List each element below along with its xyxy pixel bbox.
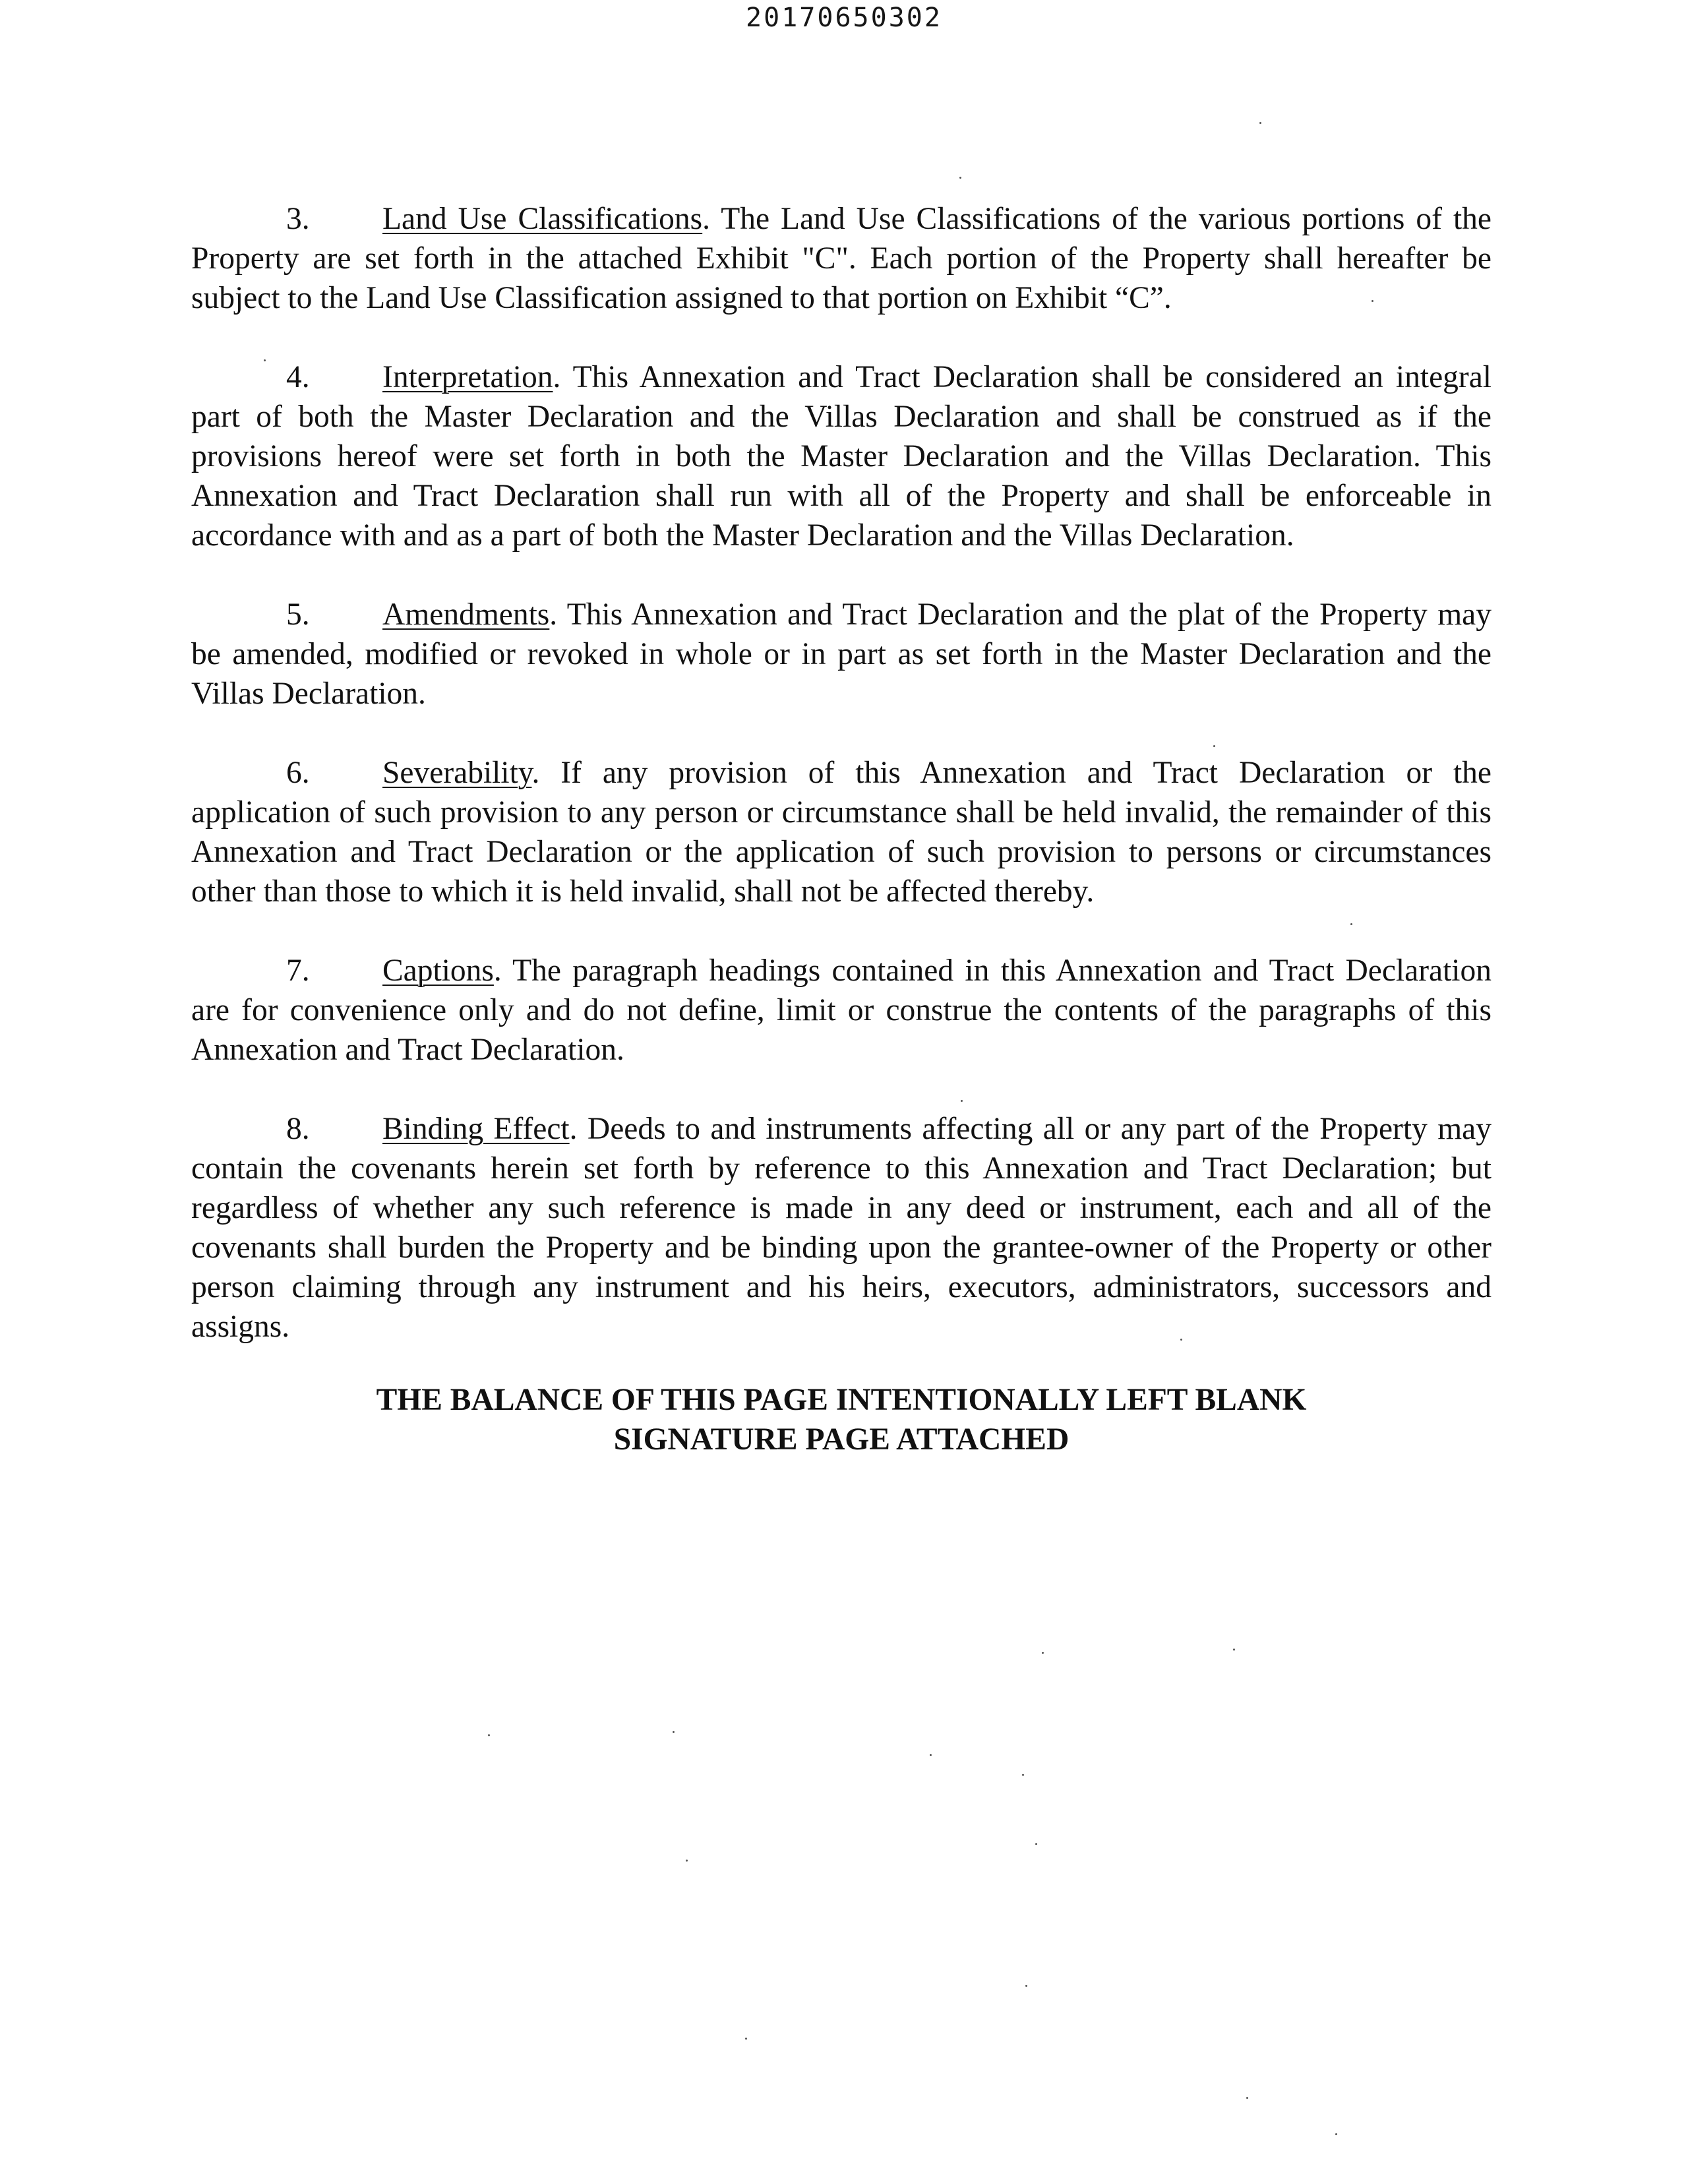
- scan-speck: [1233, 1649, 1235, 1651]
- paragraph-number: 5.: [286, 597, 310, 632]
- paragraph-severability: [191, 753, 1492, 911]
- scan-speck: [961, 1100, 963, 1102]
- scan-speck: [1180, 1339, 1182, 1341]
- scan-speck: [264, 359, 266, 361]
- scan-speck: [1246, 2097, 1248, 2099]
- paragraph-text: . The Land Use Classifications of the various portions of the Property are set forth in the attached Exhibit "C". Each portion of the Property shall hereafter be subject to the Land Use Classification assigned to that portion on Exhibit “C”.: [191, 202, 1492, 315]
- paragraph-number: 8.: [286, 1112, 310, 1146]
- paragraph-text: . If any provision of this Annexation and Tract Declaration or the application of such provision to any person or circumstance shall be held invalid, the remainder of this Annexation and Tract Declaration or the application of such provision to persons or circumstances other than those to which it is held invalid, shall not be affected thereby.: [191, 756, 1492, 909]
- scan-speck: [1035, 1843, 1037, 1845]
- paragraph-number: 6.: [286, 756, 310, 790]
- scan-speck: [488, 1734, 490, 1736]
- scan-speck: [673, 1731, 675, 1733]
- scan-speck: [1259, 122, 1261, 124]
- paragraph-number: 7.: [286, 954, 310, 988]
- scan-speck: [1025, 1985, 1027, 1987]
- paragraph-captions: [191, 951, 1492, 1070]
- paragraph-number: 3.: [286, 202, 310, 236]
- paragraph-heading: Captions: [382, 954, 494, 988]
- blank-page-notice: [191, 1380, 1492, 1459]
- scan-speck: [1372, 300, 1373, 302]
- paragraph-land-use-classifications: [191, 199, 1492, 318]
- paragraph-heading: Severability: [382, 756, 532, 790]
- paragraph-text: . Deeds to and instruments affecting all or any part of the Property may contain the covenants herein set forth by reference to this Annexation and Tract Declaration; but regardless of whether any such reference is made in any deed or instrument, each and all of the covenants shall burden the Property and be binding upon the grantee-owner of the Property or other person claiming through any instrument and his heirs, executors, administrators, successors and assigns.: [191, 1112, 1492, 1344]
- scan-speck: [930, 1754, 932, 1756]
- paragraph-heading: Binding Effect: [382, 1112, 570, 1146]
- document-body: [191, 199, 1492, 1386]
- paragraph-text: . The paragraph headings contained in this Annexation and Tract Declaration are for convenience only and do not define, limit or construe the contents of the paragraphs of this Annexation and Tract Declaration.: [191, 954, 1492, 1067]
- paragraph-number: 4.: [286, 360, 310, 394]
- paragraph-interpretation: [191, 357, 1492, 555]
- paragraph-amendments: [191, 595, 1492, 713]
- paragraph-binding-effect: [191, 1109, 1492, 1347]
- scan-speck: [959, 177, 961, 179]
- scan-speck: [1335, 2133, 1337, 2135]
- scan-speck: [1350, 923, 1352, 925]
- paragraph-heading: Interpretation: [382, 360, 553, 394]
- scan-speck: [1042, 1652, 1044, 1654]
- scan-speck: [1022, 1774, 1024, 1776]
- scan-speck: [686, 1860, 688, 1862]
- notice-line-1: THE BALANCE OF THIS PAGE INTENTIONALLY LEFT BLANK: [376, 1383, 1307, 1417]
- paragraph-heading: Amendments: [382, 597, 550, 632]
- paragraph-text: . This Annexation and Tract Declaration shall be considered an integral part of both the Master Declaration and the Villas Declaration and shall be construed as if the provisions hereof were set forth in both the Master Declaration and the Villas Declaration. This Annexation and Tract Declaration shall run with all of the Property and shall be enforceable in accordance with and as a part of both the Master Declaration and the Villas Declaration.: [191, 360, 1492, 553]
- scan-speck: [1213, 745, 1215, 747]
- paragraph-text: . This Annexation and Tract Declaration and the plat of the Property may be amended, modified or revoked in whole or in part as set forth in the Master Declaration and the Villas Declaration.: [191, 597, 1492, 711]
- scan-speck: [745, 2038, 747, 2040]
- notice-line-2: SIGNATURE PAGE ATTACHED: [613, 1422, 1070, 1457]
- paragraph-heading: Land Use Classifications: [382, 202, 703, 236]
- document-number: 20170650302: [746, 3, 942, 33]
